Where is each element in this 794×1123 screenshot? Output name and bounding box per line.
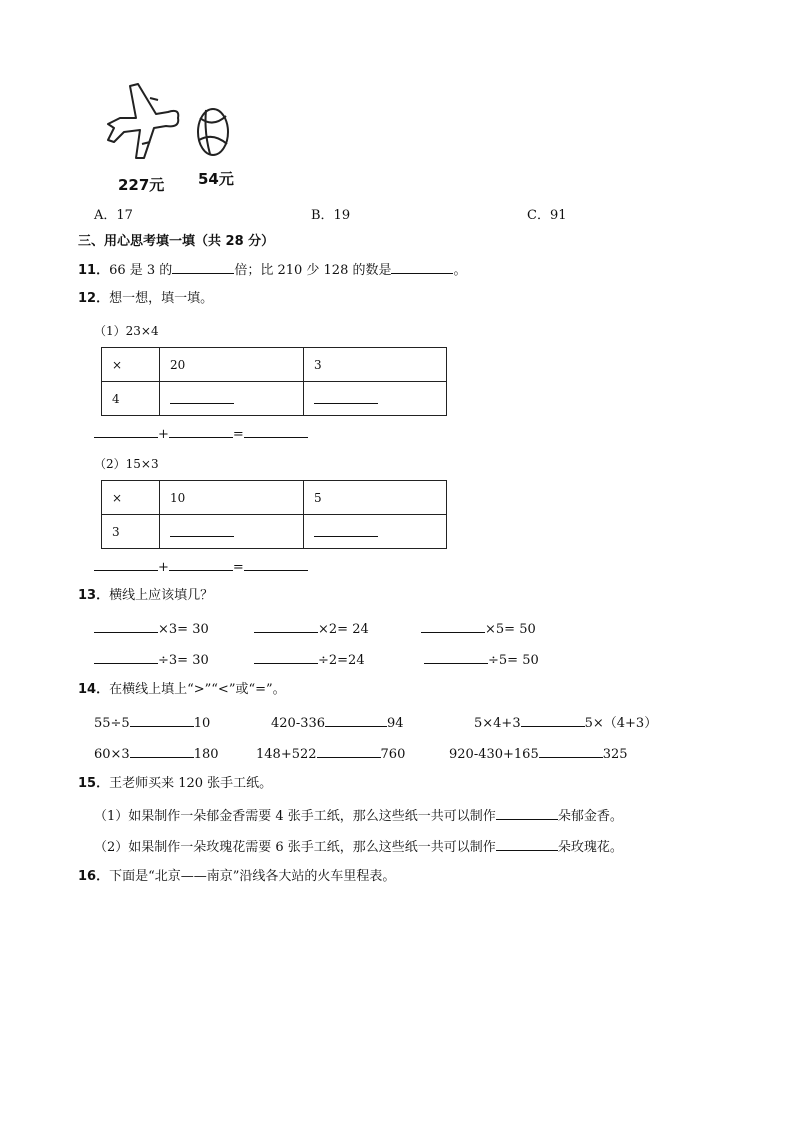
q14-left: 55÷5 bbox=[94, 716, 130, 731]
q13-expr: ÷5= 50 bbox=[488, 653, 539, 668]
q14-blank[interactable] bbox=[325, 714, 387, 727]
q14-right: 180 bbox=[193, 747, 219, 762]
q13-blank[interactable] bbox=[94, 620, 158, 633]
q15-sub-2 bbox=[94, 838, 623, 856]
q14-left: 920-430+165 bbox=[449, 747, 539, 762]
table2-row-factor: 3 bbox=[102, 515, 160, 549]
q12-table-1 bbox=[101, 347, 447, 416]
q14-item bbox=[271, 714, 404, 732]
q15-number: 15． bbox=[78, 776, 110, 791]
q12-table-2 bbox=[101, 480, 447, 549]
q11-text-3: 。 bbox=[453, 263, 467, 278]
q13-blank[interactable] bbox=[254, 651, 318, 664]
q15-sub2-text: （2）如果制作一朵玫瑰花需要 6 张手工纸，那么这些纸一共可以制作 bbox=[94, 840, 496, 855]
q14-number: 14． bbox=[78, 682, 110, 697]
sum1-blank-3[interactable] bbox=[244, 425, 308, 438]
q13-blank[interactable] bbox=[421, 620, 485, 633]
q11-blank-2[interactable] bbox=[391, 261, 453, 274]
q13-expr: ×3= 30 bbox=[158, 622, 209, 637]
q11 bbox=[78, 261, 466, 279]
q11-number: 11． bbox=[78, 263, 110, 278]
q10-option-a[interactable]: A．17 bbox=[94, 208, 133, 223]
sum1-equals: = bbox=[232, 427, 244, 442]
q14-right: 10 bbox=[193, 716, 211, 731]
sum1-blank-2[interactable] bbox=[169, 425, 233, 438]
q14-left: 420-336 bbox=[271, 716, 326, 731]
q13-expr: ×2= 24 bbox=[318, 622, 369, 637]
q14-right: 325 bbox=[602, 747, 628, 762]
table1-header-a: 20 bbox=[160, 348, 304, 382]
q13-item bbox=[254, 651, 365, 669]
q15-sub1-text: （1）如果制作一朵郁金香需要 4 张手工纸，那么这些纸一共可以制作 bbox=[94, 809, 496, 824]
q14-blank[interactable] bbox=[130, 745, 194, 758]
q11-text-2: 倍；比 210 少 128 的数是 bbox=[234, 263, 392, 278]
section3-title: 三、用心思考填一填（共 28 分） bbox=[78, 234, 275, 249]
q14-right: 760 bbox=[380, 747, 406, 762]
q13-heading bbox=[78, 588, 213, 604]
table2-header-a: 10 bbox=[160, 481, 304, 515]
table2-header-op: × bbox=[102, 481, 160, 515]
q14-text: 在横线上填上“>”“<”或“=”。 bbox=[109, 682, 286, 697]
sum1-blank-1[interactable] bbox=[94, 425, 158, 438]
price-figure bbox=[100, 78, 250, 200]
q14-item bbox=[449, 745, 628, 763]
q12-heading bbox=[78, 291, 213, 307]
q14-right: 94 bbox=[387, 716, 404, 731]
q15-heading bbox=[78, 776, 272, 792]
sum2-blank-1[interactable] bbox=[94, 558, 158, 571]
q12-text: 想一想，填一填。 bbox=[109, 291, 214, 306]
table1-header-op: × bbox=[102, 348, 160, 382]
q13-blank[interactable] bbox=[94, 651, 158, 664]
q11-text-1: 66 是 3 的 bbox=[109, 263, 173, 278]
table1-answer-b[interactable] bbox=[304, 382, 447, 416]
q13-blank[interactable] bbox=[424, 651, 488, 664]
q14-blank[interactable] bbox=[521, 714, 585, 727]
q14-blank[interactable] bbox=[130, 714, 194, 727]
q12-part2-label: （2）15×3 bbox=[94, 457, 159, 471]
q14-left: 5×4+3 bbox=[474, 716, 521, 731]
q16-text: 下面是“北京——南京”沿线各大站的火车里程表。 bbox=[109, 869, 396, 884]
q15-sub-1 bbox=[94, 807, 623, 825]
sum2-plus: + bbox=[158, 560, 169, 575]
q11-blank-1[interactable] bbox=[172, 261, 234, 274]
q13-expr: ÷2=24 bbox=[318, 653, 365, 668]
sum2-equals: = bbox=[232, 560, 244, 575]
q15-sub1-tail: 朵郁金香。 bbox=[557, 809, 623, 824]
q13-item bbox=[94, 651, 209, 669]
q13-expr: ×5= 50 bbox=[485, 622, 536, 637]
q15-sub2-blank[interactable] bbox=[496, 838, 558, 851]
airplane-icon bbox=[108, 84, 178, 158]
q13-item bbox=[424, 651, 539, 669]
table1-answer-a[interactable] bbox=[160, 382, 304, 416]
q13-item bbox=[94, 620, 209, 638]
q14-item bbox=[474, 714, 657, 732]
q14-left: 148+522 bbox=[256, 747, 317, 762]
sum2-blank-3[interactable] bbox=[244, 558, 308, 571]
q14-item bbox=[94, 745, 219, 763]
q14-item bbox=[256, 745, 405, 763]
q15-text: 王老师买来 120 张手工纸。 bbox=[109, 776, 273, 791]
q14-heading bbox=[78, 682, 286, 698]
sum2-blank-2[interactable] bbox=[169, 558, 233, 571]
q13-expr: ÷3= 30 bbox=[158, 653, 209, 668]
q14-left: 60×3 bbox=[94, 747, 130, 762]
plane-price: 227元 bbox=[118, 176, 165, 194]
q12-sum-line-1 bbox=[94, 425, 308, 443]
q15-sub2-tail: 朵玫瑰花。 bbox=[557, 840, 623, 855]
q14-right: 5×（4+3） bbox=[584, 716, 658, 731]
ball-price: 54元 bbox=[198, 170, 234, 188]
q16-number: 16． bbox=[78, 869, 110, 884]
q13-item bbox=[254, 620, 369, 638]
table2-header-b: 5 bbox=[304, 481, 447, 515]
q12-part1-label: （1）23×4 bbox=[94, 324, 159, 338]
table1-row-factor: 4 bbox=[102, 382, 160, 416]
q14-blank[interactable] bbox=[539, 745, 603, 758]
q14-blank[interactable] bbox=[317, 745, 381, 758]
table2-answer-b[interactable] bbox=[304, 515, 447, 549]
q10-option-c[interactable]: C．91 bbox=[527, 208, 567, 223]
q13-number: 13． bbox=[78, 588, 110, 603]
q12-number: 12． bbox=[78, 291, 110, 306]
sum1-plus: + bbox=[158, 427, 169, 442]
q12-sum-line-2 bbox=[94, 558, 308, 576]
q10-option-b[interactable]: B．19 bbox=[311, 208, 351, 223]
q15-sub1-blank[interactable] bbox=[496, 807, 558, 820]
q13-item bbox=[421, 620, 536, 638]
q13-blank[interactable] bbox=[254, 620, 318, 633]
ball-icon bbox=[198, 109, 228, 155]
table2-answer-a[interactable] bbox=[160, 515, 304, 549]
q16-heading bbox=[78, 869, 395, 885]
q14-item bbox=[94, 714, 210, 732]
table1-header-b: 3 bbox=[304, 348, 447, 382]
q13-text: 横线上应该填几？ bbox=[109, 588, 214, 603]
